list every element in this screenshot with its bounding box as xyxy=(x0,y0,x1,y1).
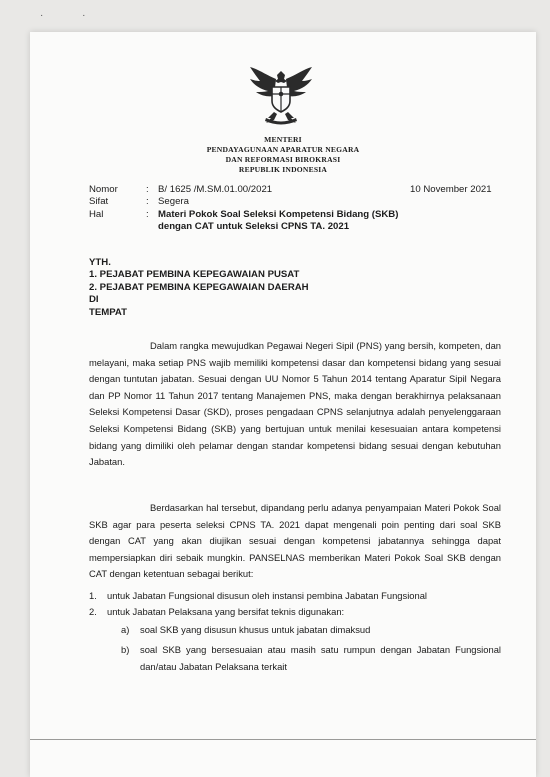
colon: : xyxy=(146,208,149,220)
hal-value-line-1: Materi Pokok Soal Seleksi Kompetensi Bidang (SKB) xyxy=(158,208,399,220)
garuda-emblem-icon xyxy=(248,65,314,127)
colon: : xyxy=(146,196,149,208)
letter-meta xyxy=(89,184,418,233)
hal-value-line-2: dengan CAT untuk Seleksi CPNS TA. 2021 xyxy=(158,220,350,232)
list-item: a) soal SKB yang disusun khusus untuk jabatan dimaksud xyxy=(121,624,371,635)
list-item: 1. untuk Jabatan Fungsional disusun oleh instansi pembina Jabatan Fungsional xyxy=(89,590,428,601)
ministry-name-1: PENDAYAGUNAAN APARATUR NEGARA xyxy=(206,145,360,154)
recipients xyxy=(89,257,309,319)
nomor-row xyxy=(89,184,418,196)
tempat-label: TEMPAT xyxy=(89,306,128,318)
recipient-2: 2. PEJABAT PEMBINA KEPEGAWAIAN DAERAH xyxy=(89,281,309,293)
body-paragraph-1: Dalam rangka mewujudkan Pegawai Negeri Sipil (PNS) yang bersih, kompeten, dan melayani, maka setiap PNS wajib memiliki kompetensi dasar dan kompetensi bidang yang sesuai dengan tuntutan jabatan. Sesuai dengan UU Nomor 5 Tahun 2014 tentang Aparatur Sipil Negara dan PP Nomor 11 Tahun 2017 tentang Manajemen PNS, maka dengan berakhirnya pelaksanaan Seleksi Kompetensi Dasar (SKD), proses pengadaan CPNS selanjutnya adalah penyelenggaraan Seleksi Kompetensi Bidang (SKB) yang bertujuan untuk menilai kesesuaian antara kompetensi bidang yang dimiliki oleh pelamar dengan standar kompetensi bidang sesuai dengan kebutuhan Jabatan. xyxy=(89,340,501,468)
scan-artifact: · · xyxy=(40,10,104,21)
ministry-name-2: DAN REFORMASI BIROKRASI xyxy=(225,155,341,164)
body-paragraph-2: Berdasarkan hal tersebut, dipandang perlu adanya penyampaian Materi Pokok Soal SKB agar para peserta seleksi CPNS TA. 2021 dapat mengenali poin penting dari soal SKB dengan CAT yang akan diujikan sesuai dengan kompetensi jabatannya sehingga dapat mempersiapkan diri sebaik mungkin. PANSELNAS memberikan Materi Pokok Soal SKB dengan CAT dengan ketentuan sebagai berikut: xyxy=(89,502,501,580)
nomor-value: B/ 1625 /M.SM.01.00/2021 xyxy=(158,184,273,195)
provision-sublist xyxy=(121,622,501,675)
letter-date: 10 November 2021 xyxy=(410,184,492,195)
provision-list xyxy=(89,588,427,621)
page-divider xyxy=(30,739,536,740)
ministry-title: MENTERI xyxy=(264,135,302,144)
nomor-label: Nomor xyxy=(89,184,118,195)
hal-row xyxy=(89,209,418,221)
yth-label: YTH. xyxy=(89,257,111,268)
hal-label: Hal xyxy=(89,208,104,220)
hal-row-continued xyxy=(89,221,418,233)
letter-page xyxy=(30,32,536,777)
sifat-value: Segera xyxy=(158,196,189,208)
di-label: DI xyxy=(89,294,99,306)
list-item: b) soal SKB yang bersesuaian atau masih satu rumpun dengan Jabatan Fungsional dan/atau Jabatan Pelaksana terkait xyxy=(121,644,501,672)
recipient-1: 1. PEJABAT PEMBINA KEPEGAWAIAN PUSAT xyxy=(89,269,300,281)
list-item: 2. untuk Jabatan Pelaksana yang bersifat teknis digunakan: xyxy=(89,606,345,618)
colon: : xyxy=(146,184,149,195)
sifat-label: Sifat xyxy=(89,196,109,208)
sifat-row xyxy=(89,196,418,208)
country-name: REPUBLIK INDONESIA xyxy=(238,165,328,174)
